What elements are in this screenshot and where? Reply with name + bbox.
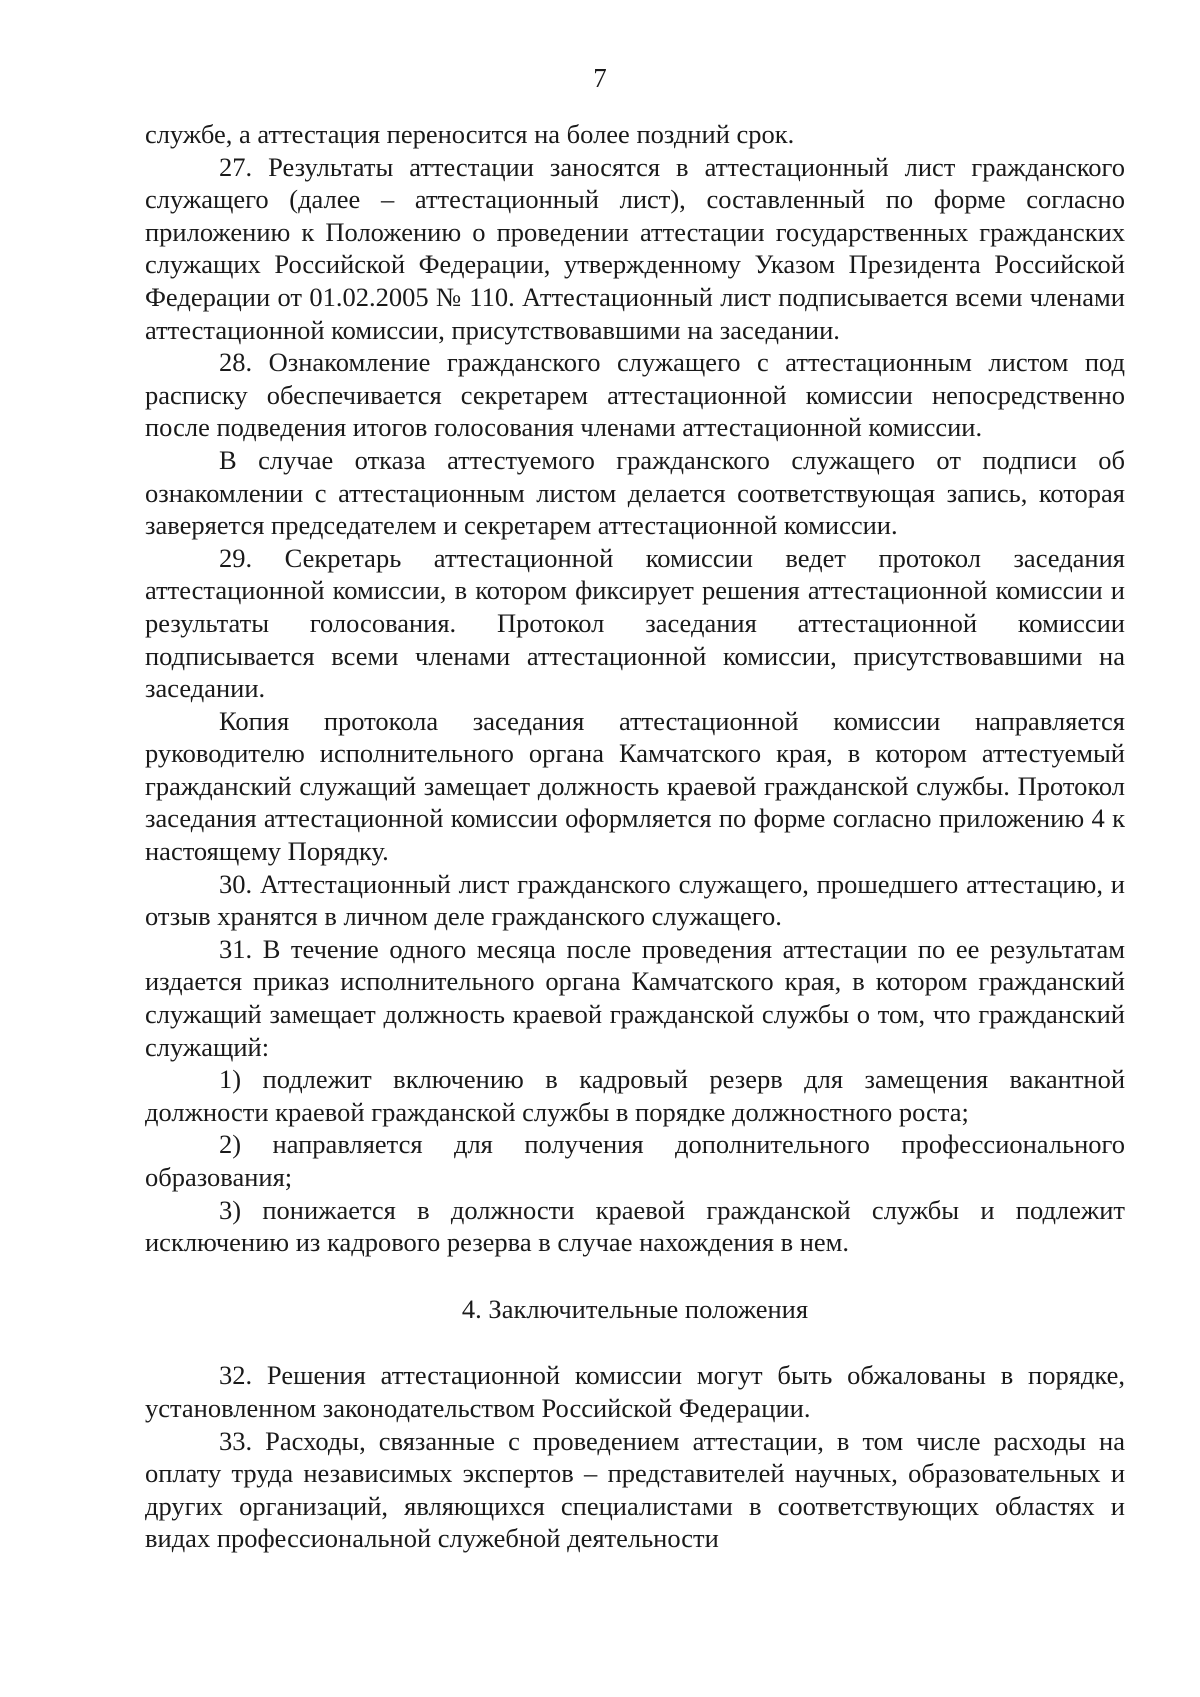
paragraph-27: 27. Результаты аттестации заносятся в аттестационный лист гражданского служащего (далее – аттестационный лист), составленный по форме согласно приложению к Положению о проведении аттестации государственных гражданских служащих Российской Федерации, утвержденному Указом Президента Российской Федерации от 01.02.2005 № 110. Аттестационный лист подписывается всеми членами аттестационной комиссии, присутствовавшими на заседании. [145, 151, 1125, 345]
paragraph-31: 31. В течение одного месяца после проведения аттестации по ее результатам издается приказ исполнительного органа Камчатского края, в котором гражданский служащий замещает должность краевой гражданской службы о том, что гражданский служащий: [145, 933, 1125, 1062]
page-number: 7 [593, 63, 607, 93]
paragraph-29-protocol-copy: Копия протокола заседания аттестационной комиссии направляется руководителю исполнительного органа Камчатского края, в котором аттестуемый гражданский служащий замещает должность краевой гражданской службы. Протокол заседания аттестационной комиссии оформляется по форме согласно приложению 4 к настоящему Порядку. [145, 705, 1125, 867]
document-body [145, 118, 1125, 1555]
list-item-2: 2) направляется для получения дополнительного профессионального образования; [145, 1129, 1125, 1192]
paragraph-30: 30. Аттестационный лист гражданского служащего, прошедшего аттестацию, и отзыв хранятся в личном деле гражданского служащего. [145, 868, 1125, 932]
list-item-1: 1) подлежит включению в кадровый резерв для замещения вакантной должности краевой гражданской службы в порядке должностного роста; [145, 1064, 1125, 1127]
paragraph-continuation: службе, а аттестация переносится на более поздний срок. [145, 119, 795, 149]
paragraph-29: 29. Секретарь аттестационной комиссии ведет протокол заседания аттестационной комиссии, в котором фиксирует решения аттестационной комиссии и результаты голосования. Протокол заседания аттестационной комиссии подписывается всеми членами аттестационной комиссии, присутствовавшими на заседании. [145, 542, 1125, 704]
section-heading: 4. Заключительные положения [461, 1293, 809, 1324]
list-item-3: 3) понижается в должности краевой гражданской службы и подлежит исключению из кадрового резерва в случае нахождения в нем. [145, 1194, 1125, 1258]
paragraph-28: 28. Ознакомление гражданского служащего с аттестационным листом под расписку обеспечивается секретарем аттестационной комиссии непосредственно после подведения итогов голосования членами аттестационной комиссии. [145, 347, 1125, 443]
paragraph-32: 32. Решения аттестационной комиссии могут быть обжалованы в порядке, установленном законодательством Российской Федерации. [145, 1360, 1125, 1423]
paragraph-33: 33. Расходы, связанные с проведением аттестации, в том числе расходы на оплату труда независимых экспертов – представителей научных, образовательных и других организаций, являющихся специалистами в соответствующих областях и видах профессиональной служебной деятельности [145, 1425, 1125, 1554]
paragraph-28-refusal: В случае отказа аттестуемого гражданского служащего от подписи об ознакомлении с аттестационным листом делается соответствующая запись, которая заверяется председателем и секретарем аттестационной комиссии. [145, 444, 1125, 541]
